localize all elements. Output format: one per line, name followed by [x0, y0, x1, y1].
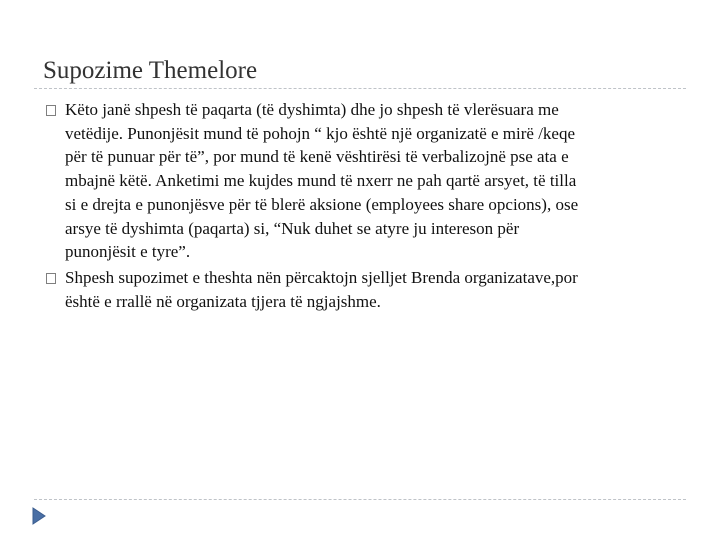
bullet-list [44, 98, 684, 315]
footer-divider [34, 499, 686, 500]
bullet-icon [46, 105, 56, 116]
navigation-triangle-icon[interactable] [31, 506, 47, 526]
bullet-item [44, 98, 684, 264]
slide-title: Supozime Themelore [43, 57, 258, 84]
bullet-item [44, 266, 684, 313]
bullet-text: Shpesh supozimet e theshta nën përcaktojn sjelljet Brenda organizatave,por është e rrallë në organizata tjjera të ngjajshme. [65, 267, 578, 311]
title-divider [34, 88, 686, 89]
bullet-icon [46, 273, 56, 284]
bullet-text: Këto janë shpesh të paqarta (të dyshimta) dhe jo shpesh të vlerësuara me vetëdije. Punonjësit mund të pohojn “ kjo është një organizatë e mirë /keqe për të punuar për të”, por mund të kenë vështirësi të verbalizojnë pse ata e mbajnë këtë. Anketimi me kujdes mund të nxerr ne pah qartë arsyet, të tilla si e drejta e punonjësve për të blerë aksione (employees share opcions), ose arsye të dyshimta (paqarta) si, “Nuk duhet se atyre ju intereson për punonjësit e tyre”. [65, 100, 579, 262]
